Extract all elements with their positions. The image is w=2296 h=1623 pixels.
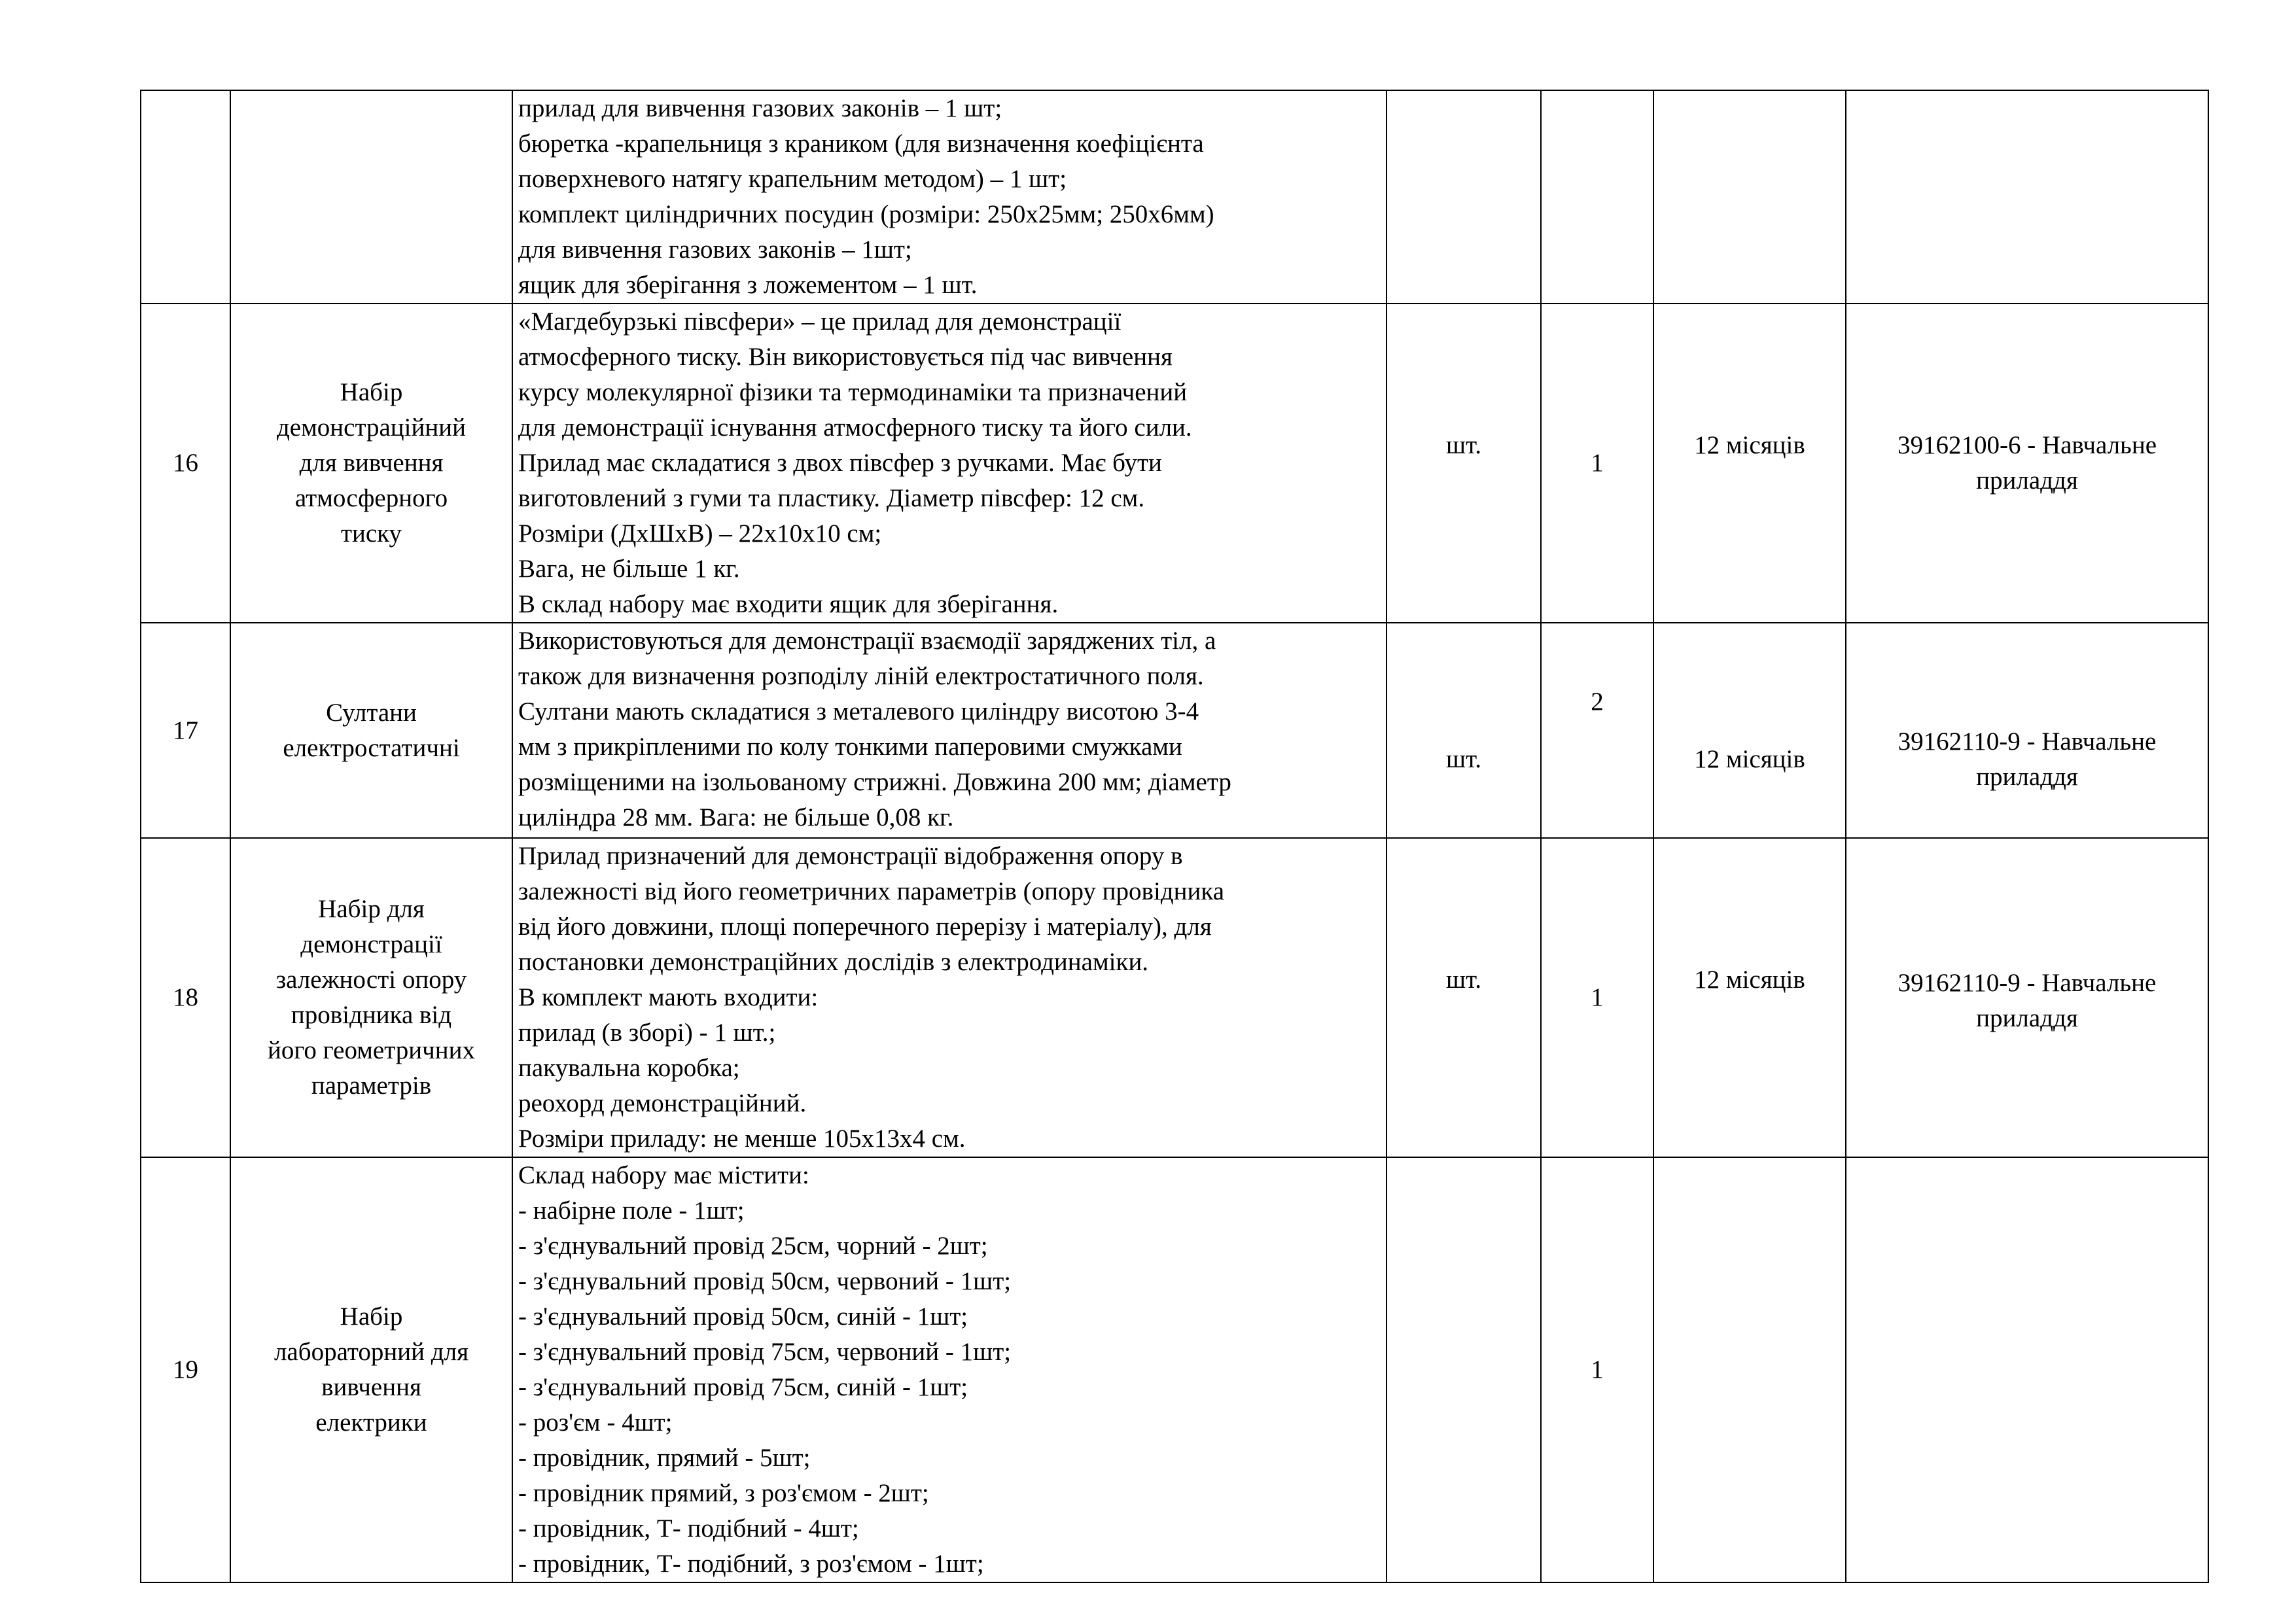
- item-quantity: 1: [1541, 304, 1653, 623]
- item-period: [1653, 90, 1846, 304]
- table-row: [141, 623, 2208, 838]
- item-cpv: 39162110-9 - Навчальне приладдя: [1846, 623, 2208, 838]
- specification-table: [140, 90, 2209, 1583]
- table-row: [141, 90, 2208, 304]
- item-period: 12 місяців: [1653, 304, 1846, 623]
- item-name: Султани електростатичні: [230, 623, 512, 838]
- item-cpv: [1846, 90, 2208, 304]
- item-description: «Магдебурзькі півсфери» – це прилад для демонстрації атмосферного тиску. Він використовується під час вивчення курсу молекулярної фізики та термодинаміки та призначений для демонстрації існування атмосферного тиску та його сили. Прилад має складатися з двох півсфер з ручками. Має бути виготовлений з гуми та пластику. Діаметр півсфер: 12 см. Розміри (ДхШхВ) – 22х10х10 см; Вага, не більше 1 кг. В склад набору має входити ящик для зберігання.: [512, 304, 1386, 623]
- item-quantity: 2: [1541, 623, 1653, 838]
- item-period: [1653, 1157, 1846, 1582]
- table-row: [141, 304, 2208, 623]
- item-description: Склад набору має містити: - набірне поле - 1шт; - з'єднувальний провід 25см, чорний - 2шт; - з'єднувальний провід 50см, червоний - 1шт; - з'єднувальний провід 50см, синій - 1шт; - з'єднувальний провід 75см, червоний - 1шт; - з'єднувальний провід 75см, синій - 1шт; - роз'єм - 4шт; - провідник, прямий - 5шт; - провідник прямий, з роз'ємом - 2шт; - провідник, Т- подібний - 4шт; - провідник, Т- подібний, з роз'ємом - 1шт;: [512, 1157, 1386, 1582]
- row-number: 16: [141, 304, 230, 623]
- table-row: [141, 838, 2208, 1157]
- item-name: Набір для демонстрації залежності опору провідника від його геометричних параметрів: [230, 838, 512, 1157]
- row-number: 19: [141, 1157, 230, 1582]
- item-unit: шт.: [1386, 623, 1541, 838]
- table-row: [141, 1157, 2208, 1582]
- item-unit: [1386, 1157, 1541, 1582]
- row-number: 17: [141, 623, 230, 838]
- item-name: Набір лабораторний для вивчення електрики: [230, 1157, 512, 1582]
- item-cpv: [1846, 1157, 2208, 1582]
- item-unit: [1386, 90, 1541, 304]
- item-quantity: [1541, 90, 1653, 304]
- item-unit: шт.: [1386, 304, 1541, 623]
- item-name: [230, 90, 512, 304]
- item-name: Набір демонстраційний для вивчення атмосферного тиску: [230, 304, 512, 623]
- item-period: 12 місяців: [1653, 623, 1846, 838]
- item-quantity: 1: [1541, 1157, 1653, 1582]
- item-quantity: 1: [1541, 838, 1653, 1157]
- item-cpv: 39162110-9 - Навчальне приладдя: [1846, 838, 2208, 1157]
- item-description: Прилад призначений для демонстрації відображення опору в залежності від його геометричних параметрів (опору провідника від його довжини, площі поперечного перерізу і матеріалу), для постановки демонстраційних дослідів з електродинаміки. В комплект мають входити: прилад (в зборі) - 1 шт.; пакувальна коробка; реохорд демонстраційний. Розміри приладу: не менше 105х13х4 см.: [512, 838, 1386, 1157]
- item-period: 12 місяців: [1653, 838, 1846, 1157]
- item-cpv: 39162100-6 - Навчальне приладдя: [1846, 304, 2208, 623]
- row-number: 18: [141, 838, 230, 1157]
- item-description: прилад для вивчення газових законів – 1 шт; бюретка -крапельниця з краником (для визначення коефіцієнта поверхневого натягу крапельним методом) – 1 шт; комплект циліндричних посудин (розміри: 250х25мм; 250х6мм) для вивчення газових законів – 1шт; ящик для зберігання з ложементом – 1 шт.: [512, 90, 1386, 304]
- item-description: Використовуються для демонстрації взаємодії заряджених тіл, а також для визначення розподілу ліній електростатичного поля. Султани мають складатися з металевого циліндру висотою 3-4 мм з прикріпленими по колу тонкими паперовими смужками розміщеними на ізольованому стрижні. Довжина 200 мм; діаметр циліндра 28 мм. Вага: не більше 0,08 кг.: [512, 623, 1386, 838]
- row-number: [141, 90, 230, 304]
- item-unit: шт.: [1386, 838, 1541, 1157]
